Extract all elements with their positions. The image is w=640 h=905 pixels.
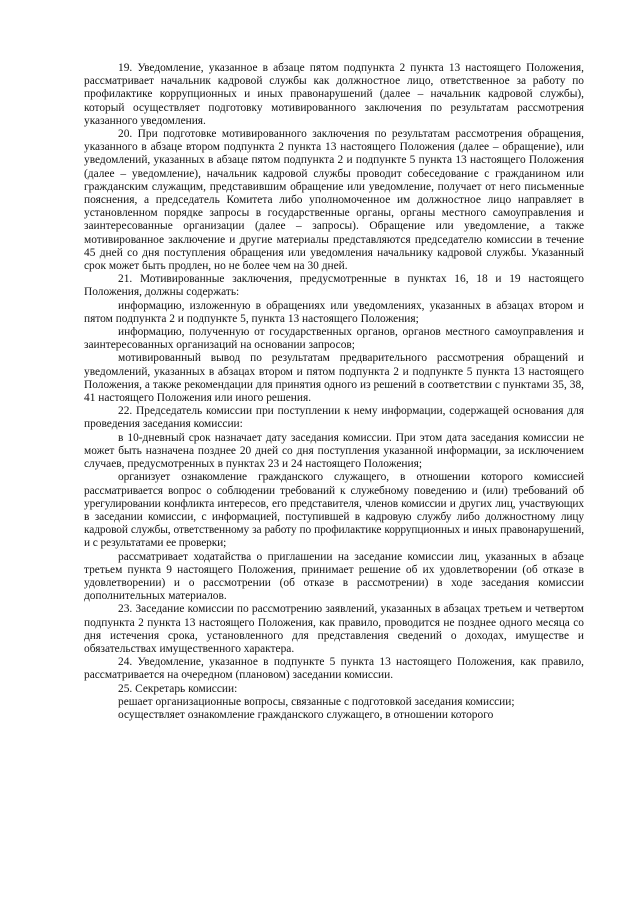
- paragraph-22: 22. Председатель комиссии при поступлении к нему информации, содержащей основания для проведения заседания комиссии:: [84, 405, 584, 431]
- document-page: [84, 62, 584, 722]
- paragraph-25: 25. Секретарь комиссии:: [118, 682, 238, 695]
- paragraph-25-item-2: осуществляет ознакомление гражданского служащего, в отношении которого: [118, 708, 494, 721]
- paragraph-21: 21. Мотивированные заключения, предусмотренные в пунктах 16, 18 и 19 настоящего Положения, должны содержать:: [84, 273, 584, 299]
- paragraph-22-item-3: рассматривает ходатайства о приглашении на заседание комиссии лиц, указанных в абзаце третьем пункта 9 настоящего Положения, принимает решение об их удовлетворении (об отказе в удовлетворении) и о рассмотрении (об отказе в рассмотрении) в ходе заседания комиссии дополнительных материалов.: [84, 550, 584, 603]
- paragraph-21-item-2: информацию, полученную от государственных органов, органов местного самоуправления и заинтересованных организаций на основании запросов;: [84, 326, 584, 352]
- paragraph-20: 20. При подготовке мотивированного заключения по результатам рассмотрения обращения, указанного в абзаце втором подпункта 2 пункта 13 настоящего Положения (далее – обращение), или уведомлений, указанных в абзаце пятом подпункта 2 и подпункте 5 пункта 13 настоящего Положения (далее – уведомление), начальник кадровой службы проводит собеседование с гражданином или гражданским служащим, представившим обращение или уведомление, получает от него письменные пояснения, а председатель Комитета либо уполномоченное им должностное лицо направляет в установленном порядке запросы в государственные органы, органы местного самоуправления и заинтересованные организации (далее – запросы). Обращение или уведомление, а также мотивированное заключение и другие материалы представляются председателю комиссии в течение 45 дней со дня поступления обращения или уведомления начальнику кадровой службы. Указанный срок может быть продлен, но не более чем на 30 дней.: [84, 128, 584, 273]
- paragraph-25-item-1: решает организационные вопросы, связанные с подготовкой заседания комиссии;: [118, 695, 515, 708]
- paragraph-24: 24. Уведомление, указанное в подпункте 5 пункта 13 настоящего Положения, как правило, рассматривается на очередном (плановом) заседании комиссии.: [84, 656, 584, 682]
- paragraph-23: 23. Заседание комиссии по рассмотрению заявлений, указанных в абзацах третьем и четвертом подпункта 2 пункта 13 настоящего Положения, как правило, проводится не позднее одного месяца со дня истечения срока, установленного для представления сведений о доходах, имуществе и обязательствах имущественного характера.: [84, 603, 584, 655]
- paragraph-21-item-3: мотивированный вывод по результатам предварительного рассмотрения обращений и уведомлений, указанных в абзацах втором и пятом подпункта 2 и подпункте 5 пункта 13 настоящего Положения, а также рекомендации для принятия одного из решений в соответствии с пунктами 35, 38, 41 настоящего Положения или иного решения.: [84, 352, 584, 405]
- paragraph-19: 19. Уведомление, указанное в абзаце пятом подпункта 2 пункта 13 настоящего Положения, рассматривает начальник кадровой службы как должностное лицо, ответственное за работу по профилактике коррупционных и иных правонарушений (далее – начальник кадровой службы), который осуществляет подготовку мотивированного заключения по результатам рассмотрения указанного уведомления.: [84, 62, 584, 127]
- paragraph-21-item-1: информацию, изложенную в обращениях или уведомлениях, указанных в абзацах втором и пятом подпункта 2 и подпункте 5, пункта 13 настоящего Положения;: [84, 299, 584, 325]
- paragraph-22-item-2: организует ознакомление гражданского служащего, в отношении которого комиссией рассматривается вопрос о соблюдении требований к служебному поведению и (или) требований об урегулировании конфликта интересов, его представителя, членов комиссии и других лиц, участвующих в заседании комиссии, с информацией, поступившей в кадровую службу либо должностному лицу кадровой службы, ответственному за работу по профилактике коррупционных и иных правонарушений, и с результатами ее проверки;: [84, 471, 584, 550]
- paragraph-22-item-1: в 10-дневный срок назначает дату заседания комиссии. При этом дата заседания комиссии не может быть назначена позднее 20 дней со дня поступления указанной информации, за исключением случаев, предусмотренных в пунктах 23 и 24 настоящего Положения;: [84, 431, 584, 471]
